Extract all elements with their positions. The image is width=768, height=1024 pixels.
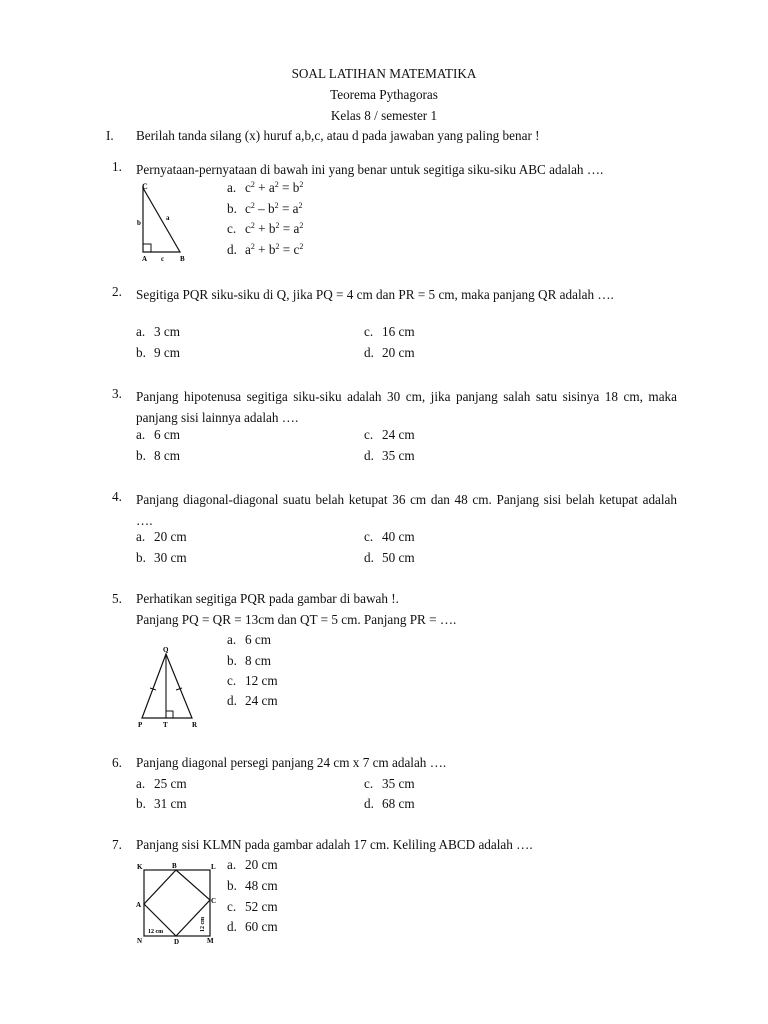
answer-option[interactable]: a. 6 cm <box>136 427 181 442</box>
vertex-label-q: Q <box>163 646 169 654</box>
answer-option[interactable]: d. 60 cm <box>227 919 278 934</box>
answer-option[interactable]: b. 48 cm <box>227 878 278 893</box>
side-length-label-right: 12 cm <box>200 916 206 932</box>
question-number: 6. <box>112 755 122 770</box>
side-label-c: c <box>161 255 165 263</box>
section-instruction: Berilah tanda silang (x) huruf a,b,c, atau d pada jawaban yang paling benar ! <box>136 128 540 143</box>
answer-option[interactable]: d. 68 cm <box>364 796 415 811</box>
question-text-line2: Panjang PQ = QR = 13cm dan QT = 5 cm. Panjang PR = …. <box>136 612 457 627</box>
answer-option[interactable]: a. 20 cm <box>136 529 187 544</box>
worksheet-grade: Kelas 8 / semester 1 <box>330 108 438 123</box>
question-text: Segitiga PQR siku-siku di Q, jika PQ = 4 cm dan PR = 5 cm, maka panjang QR adalah …. <box>136 287 614 302</box>
side-label-a: a <box>166 214 170 222</box>
answer-option[interactable]: d. 20 cm <box>364 345 415 360</box>
square-klmn-figure <box>134 860 218 946</box>
worksheet-subtitle: Teorema Pythagoras <box>330 87 438 102</box>
isosceles-triangle-pqr-figure <box>132 645 208 729</box>
right-angle-marker <box>143 244 151 252</box>
vertex-label-t: T <box>163 721 168 729</box>
side-label-b: b <box>137 219 141 227</box>
vertex-label-a: A <box>136 901 142 909</box>
answer-option[interactable]: d. $a^2 + b^2 = c^2$ <box>227 242 304 257</box>
answer-option[interactable]: c. 52 cm <box>227 899 278 914</box>
answer-option[interactable]: a. 3 cm <box>136 324 181 339</box>
right-angle-marker <box>166 711 173 718</box>
vertex-label-b: B <box>180 255 185 263</box>
question-text: Perhatikan segitiga PQR pada gambar di bawah !. <box>136 591 399 606</box>
answer-option[interactable]: d. 50 cm <box>364 550 415 565</box>
answer-option[interactable]: b. 8 cm <box>227 653 272 668</box>
answer-option[interactable]: a. 20 cm <box>227 857 278 872</box>
question-text: Panjang hipotenusa segitiga siku-siku adalah 30 cm, jika panjang salah satu sisinya 18 cm, maka panjang sisi lainnya adalah …. <box>136 389 677 425</box>
vertex-label-c: C <box>211 897 217 905</box>
vertex-label-l: L <box>211 863 216 871</box>
vertex-label-k: K <box>137 863 143 871</box>
question-text: Pernyataan-pernyataan di bawah ini yang benar untuk segitiga siku-siku ABC adalah …. <box>136 162 604 177</box>
answer-option[interactable]: a. 6 cm <box>227 632 272 647</box>
vertex-label-p: P <box>138 721 143 729</box>
vertex-label-r: R <box>192 721 198 729</box>
answer-option[interactable]: c. 24 cm <box>364 427 415 442</box>
answer-option[interactable]: b. $c^2 - b^2 = a^2$ <box>227 201 303 216</box>
question-text: Panjang diagonal persegi panjang 24 cm x 7 cm adalah …. <box>136 755 447 770</box>
answer-option[interactable]: d. 35 cm <box>364 448 415 463</box>
question-text: Panjang sisi KLMN pada gambar adalah 17 cm. Keliling ABCD adalah …. <box>136 837 533 852</box>
answer-option[interactable]: b. 30 cm <box>136 550 187 565</box>
vertex-label-b: B <box>172 862 177 870</box>
triangle-pqr-shape <box>142 654 192 718</box>
question-number: 1. <box>112 159 122 174</box>
question-number: 5. <box>112 591 122 606</box>
side-length-label-bottom: 12 cm <box>148 929 164 935</box>
vertex-label-a: A <box>142 255 148 263</box>
vertex-label-m: M <box>207 937 214 945</box>
right-triangle-abc-figure <box>128 180 198 264</box>
question-number: 4. <box>112 489 122 504</box>
answer-option[interactable]: c. 16 cm <box>364 324 415 339</box>
question-text: Panjang diagonal-diagonal suatu belah ketupat 36 cm dan 48 cm. Panjang sisi belah ketupat adalah …. <box>136 492 677 528</box>
answer-option[interactable]: c. $c^2 + b^2 = a^2$ <box>227 221 304 236</box>
vertex-label-c: C <box>142 182 148 191</box>
answer-option[interactable]: c. 35 cm <box>364 776 415 791</box>
question-number: 3. <box>112 386 122 401</box>
answer-option[interactable]: c. 40 cm <box>364 529 415 544</box>
section-number: I. <box>106 128 114 143</box>
answer-option[interactable]: b. 31 cm <box>136 796 187 811</box>
answer-option[interactable]: c. 12 cm <box>227 673 278 688</box>
answer-option[interactable]: b. 8 cm <box>136 448 181 463</box>
triangle-abc-shape <box>143 188 180 252</box>
worksheet-title: SOAL LATIHAN MATEMATIKA <box>291 66 477 81</box>
answer-option[interactable]: b. 9 cm <box>136 345 181 360</box>
question-number: 7. <box>112 837 122 852</box>
vertex-label-d: D <box>174 938 180 946</box>
vertex-label-n: N <box>137 937 143 945</box>
question-number: 2. <box>112 284 122 299</box>
answer-option[interactable]: a. $c^2 + a^2 = b^2$ <box>227 180 304 195</box>
answer-option[interactable]: a. 25 cm <box>136 776 187 791</box>
answer-option[interactable]: d. 24 cm <box>227 693 278 708</box>
